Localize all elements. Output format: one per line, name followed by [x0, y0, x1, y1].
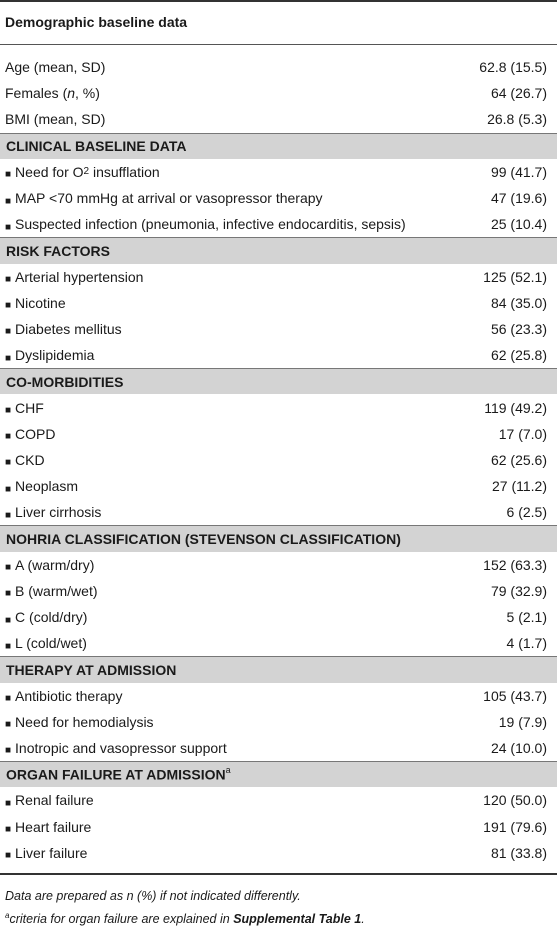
label-part: , %)	[75, 85, 100, 102]
section-header	[0, 133, 557, 159]
table-row	[0, 80, 557, 106]
bottom-rule	[0, 873, 557, 875]
row-label	[5, 635, 87, 651]
footnote-link-text: Supplemental Table 1	[233, 912, 362, 927]
row-label	[5, 583, 98, 599]
bullet-icon: ■	[5, 300, 12, 312]
label-text: C (cold/dry)	[15, 609, 88, 626]
section-title: THERAPY AT ADMISSION	[6, 661, 177, 678]
footnote-marker: a	[5, 911, 10, 920]
label-text: Inotropic and vasopressor support	[15, 739, 227, 756]
table-row	[0, 630, 557, 656]
bullet-icon: ■	[5, 326, 12, 338]
section-title: CO-MORBIDITIES	[6, 373, 124, 390]
table-row	[0, 813, 557, 839]
row-value: 17 (7.0)	[498, 425, 547, 442]
row-label	[5, 426, 56, 442]
row-value: 6 (2.5)	[506, 504, 547, 521]
bullet-icon: ■	[5, 509, 12, 521]
label-text: Neoplasm	[15, 478, 79, 495]
bullet-icon: ■	[5, 693, 12, 705]
section-title: RISK FACTORS	[6, 242, 110, 259]
table-row	[0, 709, 557, 735]
row-label	[5, 792, 94, 808]
row-value: 120 (50.0)	[483, 792, 547, 809]
bullet-icon: ■	[5, 614, 12, 626]
bullet-icon: ■	[5, 745, 12, 757]
bullet-icon: ■	[5, 431, 12, 443]
table-row	[0, 473, 557, 499]
table-row	[0, 159, 557, 185]
footnotes	[5, 886, 365, 929]
row-label: BMI (mean, SD)	[5, 111, 106, 128]
row-value: 62 (25.6)	[490, 451, 547, 468]
row-label	[5, 400, 44, 416]
label-text: MAP <70 mmHg at arrival or vasopressor therapy	[15, 190, 323, 207]
row-label	[5, 216, 406, 232]
bullet-icon: ■	[5, 169, 12, 181]
table-row	[0, 499, 557, 525]
label-text: Nicotine	[15, 294, 66, 311]
row-label	[5, 190, 323, 206]
label-part: Need for O	[15, 163, 84, 180]
bullet-icon: ■	[5, 824, 12, 836]
section-title-text: ORGAN FAILURE AT ADMISSION	[6, 766, 226, 783]
row-label	[5, 819, 91, 835]
table-row	[0, 264, 557, 290]
row-value: 56 (23.3)	[490, 320, 547, 337]
table-row	[0, 421, 557, 447]
bullet-icon: ■	[5, 457, 12, 469]
table-row	[0, 735, 557, 761]
row-value: 125 (52.1)	[483, 268, 547, 285]
section-header	[0, 237, 557, 263]
label-text: Antibiotic therapy	[15, 687, 123, 704]
footnote-1: Data are prepared as n (%) if not indicated differently.	[5, 889, 301, 903]
label-text: Need for hemodialysis	[15, 713, 154, 730]
table-row	[0, 394, 557, 420]
table-row	[0, 185, 557, 211]
bullet-icon: ■	[5, 797, 12, 809]
row-value: 47 (19.6)	[490, 190, 547, 207]
label-text: Heart failure	[15, 818, 92, 835]
table-row	[0, 604, 557, 630]
label-text: CKD	[15, 451, 45, 468]
label-text: Suspected infection (pneumonia, infective endocarditis, sepsis)	[15, 216, 406, 233]
table-row	[0, 290, 557, 316]
row-label	[5, 740, 227, 756]
label-italic: n	[67, 85, 76, 102]
table-row	[0, 683, 557, 709]
row-value: 99 (41.7)	[490, 163, 547, 180]
bullet-icon: ■	[5, 483, 12, 495]
bullet-icon: ■	[5, 562, 12, 574]
row-label	[5, 164, 160, 180]
bullet-icon: ■	[5, 195, 12, 207]
row-value: 4 (1.7)	[506, 635, 547, 652]
row-value: 119 (49.2)	[484, 399, 547, 416]
row-label	[5, 295, 66, 311]
section-title	[6, 766, 231, 783]
bullet-icon: ■	[5, 221, 12, 233]
row-label	[5, 609, 87, 625]
row-value: 105 (43.7)	[483, 687, 547, 704]
row-label	[5, 85, 100, 101]
bullet-icon: ■	[5, 274, 12, 286]
bullet-icon: ■	[5, 405, 12, 417]
table-row	[0, 552, 557, 578]
table-row	[0, 578, 557, 604]
table-row	[0, 54, 557, 80]
row-label	[5, 478, 78, 494]
bullet-icon: ■	[5, 640, 12, 652]
row-value: 84 (35.0)	[490, 294, 547, 311]
label-text: Liver failure	[15, 844, 88, 861]
label-text: A (warm/dry)	[15, 556, 95, 573]
section-title: NOHRIA CLASSIFICATION (STEVENSON CLASSIFICATION)	[6, 530, 401, 547]
row-label	[5, 321, 122, 337]
row-value: 24 (10.0)	[490, 739, 547, 756]
label-text: CHF	[15, 399, 44, 416]
label-subscript: 2	[83, 166, 90, 178]
bullet-icon: ■	[5, 352, 12, 364]
row-label	[5, 504, 101, 520]
table-body	[0, 54, 557, 866]
table-row	[0, 840, 557, 866]
label-text: Renal failure	[15, 792, 94, 809]
bullet-icon: ■	[5, 850, 12, 862]
row-value: 81 (33.8)	[490, 844, 547, 861]
row-label	[5, 347, 94, 363]
row-value: 25 (10.4)	[490, 216, 547, 233]
label-text: Diabetes mellitus	[15, 320, 122, 337]
footnote-text: .	[361, 912, 365, 927]
title-rule	[0, 44, 557, 45]
label-text: Liver cirrhosis	[15, 504, 102, 521]
section-header	[0, 525, 557, 551]
table-row	[0, 316, 557, 342]
row-value: 27 (11.2)	[492, 478, 547, 495]
section-title: CLINICAL BASELINE DATA	[6, 138, 187, 155]
table-title: Demographic baseline data	[5, 14, 188, 30]
row-label	[5, 452, 45, 468]
bullet-icon: ■	[5, 719, 12, 731]
label-part: Females (	[5, 85, 68, 102]
row-value: 62.8 (15.5)	[479, 59, 547, 76]
label-text: L (cold/wet)	[15, 635, 87, 652]
footnote-marker: a	[225, 765, 231, 776]
row-value: 62 (25.8)	[490, 347, 547, 364]
table-row	[0, 342, 557, 368]
row-value: 79 (32.9)	[490, 582, 547, 599]
row-value: 152 (63.3)	[483, 556, 547, 573]
table-row	[0, 106, 557, 132]
row-label	[5, 557, 94, 573]
label-text: B (warm/wet)	[15, 582, 98, 599]
row-value: 19 (7.9)	[498, 713, 547, 730]
label-text: Dyslipidemia	[15, 347, 95, 364]
section-header	[0, 656, 557, 682]
row-label: Age (mean, SD)	[5, 59, 106, 76]
footnote-2	[5, 906, 365, 929]
label-text: Arterial hypertension	[15, 268, 144, 285]
row-label	[5, 269, 143, 285]
bullet-icon: ■	[5, 588, 12, 600]
row-value: 26.8 (5.3)	[487, 111, 547, 128]
row-value: 64 (26.7)	[490, 85, 547, 102]
table-row	[0, 211, 557, 237]
section-header	[0, 368, 557, 394]
table-row	[0, 447, 557, 473]
footnote-text: criteria for organ failure are explained in	[9, 912, 234, 927]
row-value: 5 (2.1)	[506, 609, 547, 626]
section-header	[0, 761, 557, 787]
row-label	[5, 714, 154, 730]
row-label	[5, 845, 87, 861]
row-value: 191 (79.6)	[483, 818, 547, 835]
row-label	[5, 688, 122, 704]
label-text: COPD	[15, 425, 56, 442]
table-row	[0, 787, 557, 813]
label-part: insufflation	[89, 163, 160, 180]
